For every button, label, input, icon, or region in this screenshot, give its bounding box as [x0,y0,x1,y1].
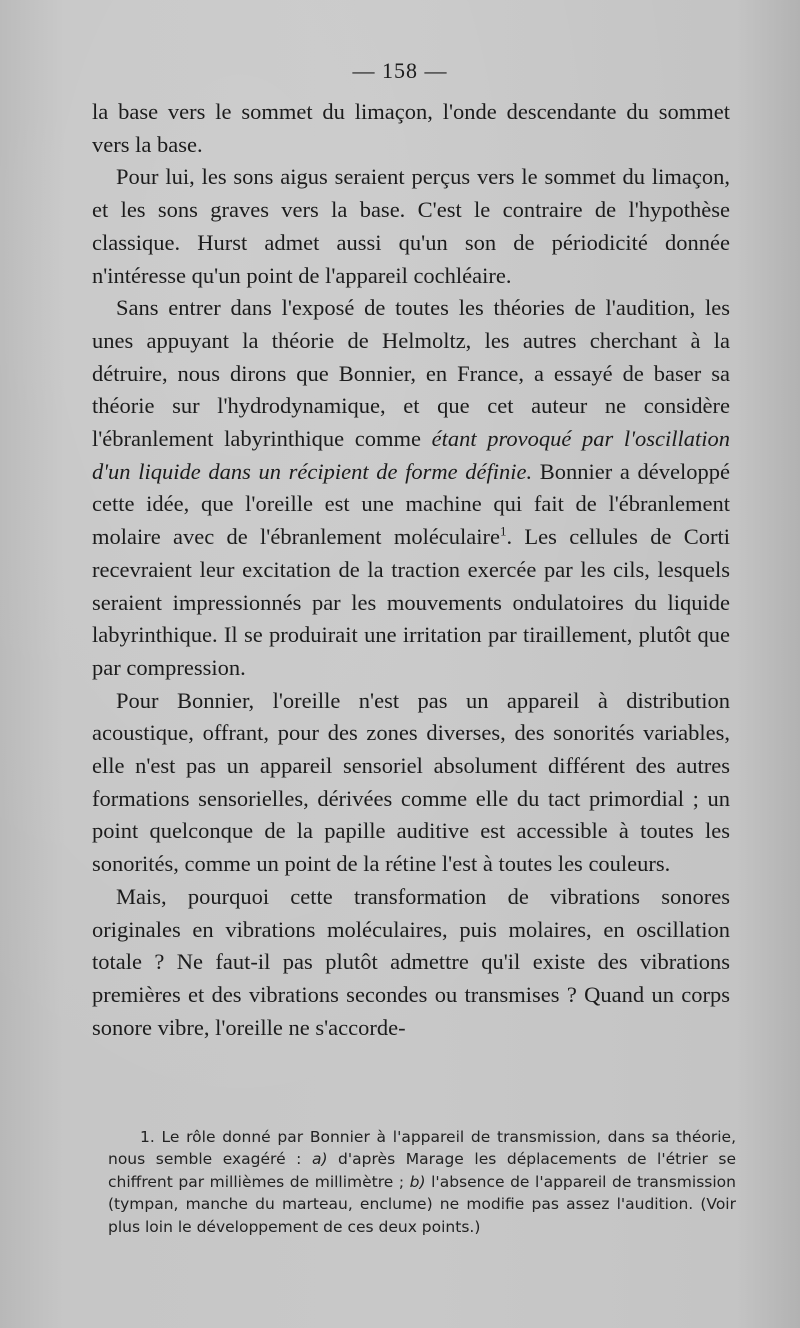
paragraph-4: Pour Bonnier, l'oreille n'est pas un appareil à distribution acoustique, offrant, pour des zones diverses, des sonorités variables, elle n'est pas un appareil sensoriel absolument différent des autres formations sensorielles, dérivées comme elle du tact primordial ; un point quelconque de la papille auditive est accessible à toutes les sonorités, comme un point de la rétine l'est à toutes les couleurs. [92,687,730,877]
paragraph-3-text-b: Bonnier a développé cette idée, que l'oreille est une machine qui fait de l'ébranlement molaire avec de l'ébranlement moléculaire [92,458,731,550]
paragraph-1: la base vers le sommet du limaçon, l'onde descendante du sommet vers la base. [92,99,730,157]
paragraph-3-text-c: . Les cellules de Corti recevraient leur excitation de la traction exercée par les cils, lesquels seraient impressionnés par les mouvements ondulatoires du liquide labyrinthique. Il se produirait une irritation par tiraillement, plutôt que par compression. [92,524,730,680]
footnote-marker-a: a) [311,1150,328,1169]
footnote-text-c: l'absence de l'appareil de transmission (tympan, manche du marteau, enclume) ne modifie pas assez l'audition. (Voir plus loin le développement de ces deux points.) [108,1172,736,1236]
footnote-text-a: 1. Le rôle donné par Bonnier à l'appareil de transmission, dans sa théorie, nous semble exagéré : [108,1128,736,1169]
page-number: — 158 — [352,58,448,83]
footnote-marker-b: b) [409,1172,426,1191]
paragraph-3-emphasis: étant provoqué par l'oscillation d'un liquide dans un récipient de forme définie. [92,426,730,484]
footnote-text [108,1126,736,1238]
footnote-reference: 1 [500,523,507,539]
paragraph-2: Pour lui, les sons aigus seraient perçus vers le sommet du limaçon, et les sons graves vers la base. C'est le contraire de l'hypothèse classique. Hurst admet aussi qu'un son de périodicité donnée n'intéresse qu'un point de l'appareil cochléaire. [92,164,730,288]
paragraph-3 [92,292,730,684]
footnote-text-b: d'après Marage les déplacements de l'étrier se chiffrent par millièmes de millimètre ; [108,1150,736,1191]
paragraph-5: Mais, pourquoi cette transformation de vibrations sonores originales en vibrations moléculaires, puis molaires, en oscillation totale ? Ne faut-il pas plutôt admettre qu'il existe des vibrations premières et des vibrations secondes ou transmises ? Quand un corps sonore vibre, l'oreille ne s'accorde- [92,883,730,1040]
footnote [108,1126,736,1238]
paragraph-3-text-a: Sans entrer dans l'exposé de toutes les théories de l'audition, les unes appuyant la théorie de Helmoltz, les autres cherchant à la détruire, nous dirons que Bonnier, en France, a essayé de baser sa théorie sur l'hydrodynamique, et que cet auteur ne considère l'ébranlement labyrinthique comme [92,295,730,452]
body-text [92,96,730,1044]
